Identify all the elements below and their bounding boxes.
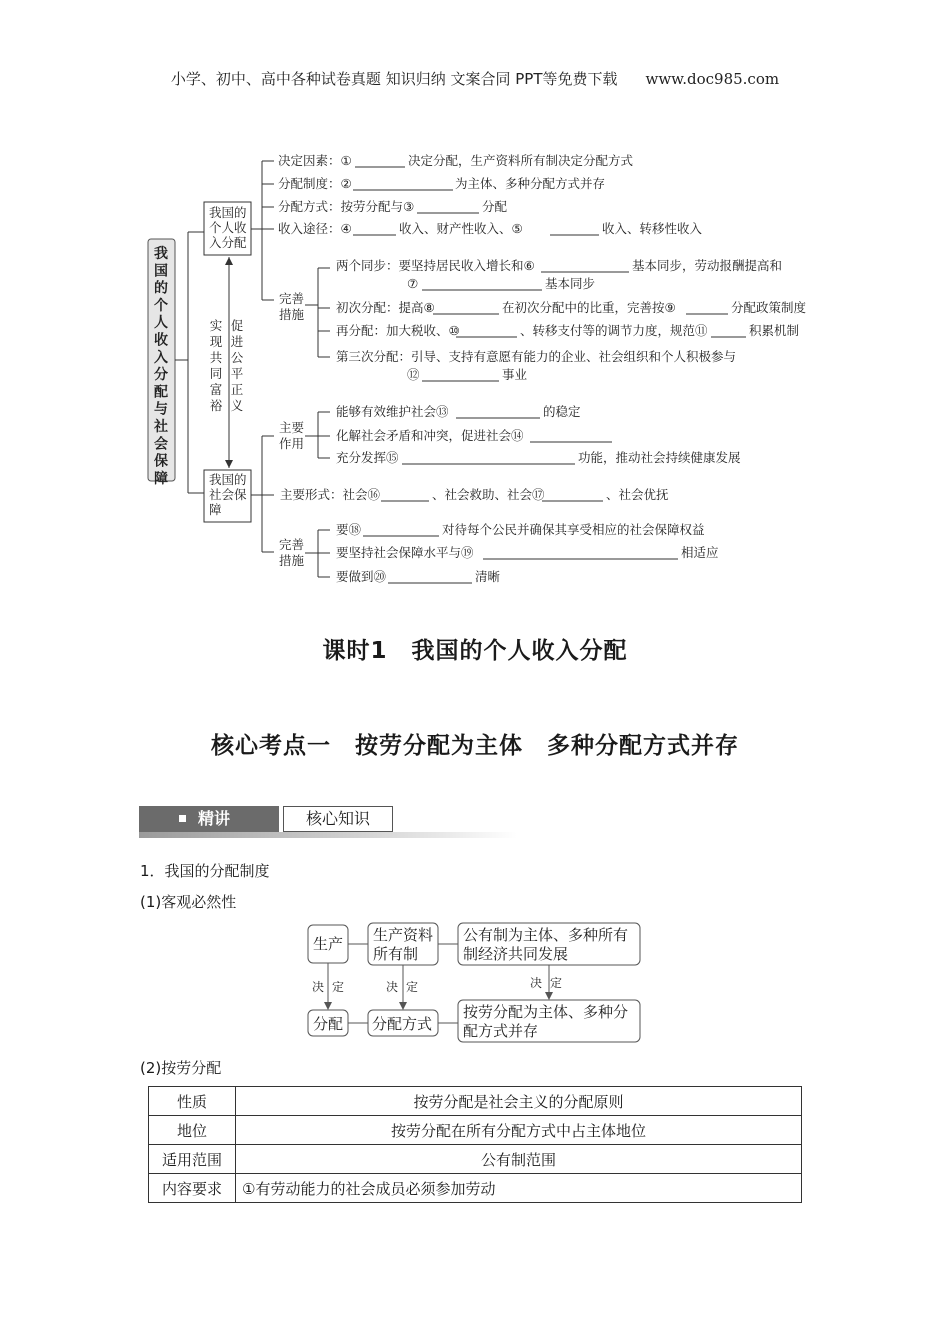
table-value: 按劳分配在所有分配方式中占主体地位 bbox=[236, 1116, 802, 1145]
improve-line-4: 再分配：加大税收、⑩ 、转移支付等的调节力度，规范⑪ 积累机制 bbox=[336, 323, 800, 338]
banner-dark: 精讲 bbox=[139, 806, 279, 832]
security-improve-label: 完善措施 bbox=[279, 537, 305, 568]
improve-line-3: 初次分配：提高⑧ 在初次分配中的比重，完善按⑨ 分配政策制度 bbox=[336, 300, 807, 315]
flow-production: 生产 bbox=[313, 935, 344, 953]
table-row bbox=[149, 1174, 802, 1203]
flow-decide-label: 决 定 bbox=[312, 980, 345, 994]
svg-text:配方式并存: 配方式并存 bbox=[463, 1022, 539, 1040]
distribution-table bbox=[148, 1086, 802, 1203]
flow-mode: 分配方式 bbox=[372, 1015, 433, 1033]
subheading-2: (2)按劳分配 bbox=[140, 1059, 222, 1077]
header-site[interactable]: www.doc985.com bbox=[645, 70, 780, 88]
arrow-up-icon bbox=[225, 257, 233, 265]
income-item-2: 分配制度：② 为主体、多种分配方式并存 bbox=[278, 176, 606, 191]
income-item-4: 收入途径：④ 收入、财产性收入、⑤ 收入、转移性收入 bbox=[278, 221, 703, 236]
link-label-right: 促进公平正义 bbox=[230, 318, 244, 413]
improve-line-1: 两个同步：要坚持居民收入增长和⑥ 基本同步，劳动报酬提高和 bbox=[336, 258, 783, 273]
role-item-3: 充分发挥⑮ 功能，推动社会持续健康发展 bbox=[336, 450, 741, 465]
income-item-1: 决定因素：① 决定分配，生产资料所有制决定分配方式 bbox=[278, 153, 634, 168]
table-key: 内容要求 bbox=[149, 1174, 236, 1203]
role-item-1: 能够有效维护社会⑬ 的稳定 bbox=[336, 404, 581, 419]
table-row bbox=[149, 1116, 802, 1145]
improve-line-6: ⑫ 事业 bbox=[407, 367, 528, 382]
lesson-title: 课时1 我国的个人收入分配 bbox=[322, 638, 628, 664]
square-icon bbox=[179, 815, 186, 822]
security-forms: 主要形式：社会⑯ 、社会救助、社会⑰ 、社会优抚 bbox=[280, 487, 669, 502]
svg-text:制经济共同发展: 制经济共同发展 bbox=[463, 945, 569, 963]
section-banner bbox=[139, 806, 517, 838]
branch-income: 我国的个人收入分配 bbox=[209, 205, 247, 250]
table-row bbox=[149, 1145, 802, 1174]
income-improve-label: 完善措施 bbox=[279, 291, 305, 322]
table-key: 地位 bbox=[149, 1116, 236, 1145]
security-item-3: 要做到⑳ 清晰 bbox=[336, 569, 501, 584]
flow-ownership: 公有制为主体、多种所有 bbox=[463, 926, 629, 944]
table-value: 公有制范围 bbox=[236, 1145, 802, 1174]
svg-text:决定: 决 定 bbox=[386, 980, 419, 994]
branch-security: 我国的社会保障 bbox=[209, 472, 247, 517]
role-item-2: 化解社会矛盾和冲突，促进社会⑭ bbox=[336, 428, 524, 443]
table-key: 适用范围 bbox=[149, 1145, 236, 1174]
svg-text:决定: 决 定 bbox=[530, 976, 563, 990]
banner-underline bbox=[139, 832, 517, 838]
security-item-1: 要⑱ 对待每个公民并确保其享受相应的社会保障权益 bbox=[336, 522, 705, 537]
banner-box: 核心知识 bbox=[283, 806, 393, 832]
subheading-1: (1)客观必然性 bbox=[140, 893, 237, 911]
income-item-3: 分配方式：按劳分配与③ 分配 bbox=[278, 199, 508, 214]
arrow-down-icon bbox=[225, 460, 233, 468]
security-item-2: 要坚持社会保障水平与⑲ 相适应 bbox=[336, 545, 719, 560]
table-row bbox=[149, 1087, 802, 1116]
core-title: 核心考点一 按劳分配为主体 多种分配方式并存 bbox=[211, 733, 739, 759]
header-text: 小学、初中、高中各种试卷真题 知识归纳 文案合同 PPT等免费下载 bbox=[170, 70, 618, 88]
flow-distribution: 分配 bbox=[313, 1015, 344, 1033]
table-value: 按劳分配是社会主义的分配原则 bbox=[236, 1087, 802, 1116]
security-role-label: 主要作用 bbox=[279, 420, 305, 451]
flow-result: 按劳分配为主体、多种分 bbox=[463, 1003, 629, 1021]
improve-line-2: ⑦ 基本同步 bbox=[407, 276, 596, 291]
table-key: 性质 bbox=[149, 1087, 236, 1116]
table-value: ①有劳动能力的社会成员必须参加劳动 bbox=[236, 1174, 802, 1203]
mindmap-root: 我国的个人收入分配与社会保障 bbox=[154, 246, 168, 487]
improve-line-5: 第三次分配：引导、支持有意愿有能力的企业、社会组织和个人积极参与 bbox=[336, 349, 737, 364]
svg-text:所有制: 所有制 bbox=[373, 945, 419, 963]
flow-means: 生产资料 bbox=[373, 926, 434, 944]
link-label-left: 实现共同富裕 bbox=[209, 318, 223, 413]
section-1-heading: 1．我国的分配制度 bbox=[140, 862, 270, 880]
mindmap bbox=[0, 0, 950, 600]
